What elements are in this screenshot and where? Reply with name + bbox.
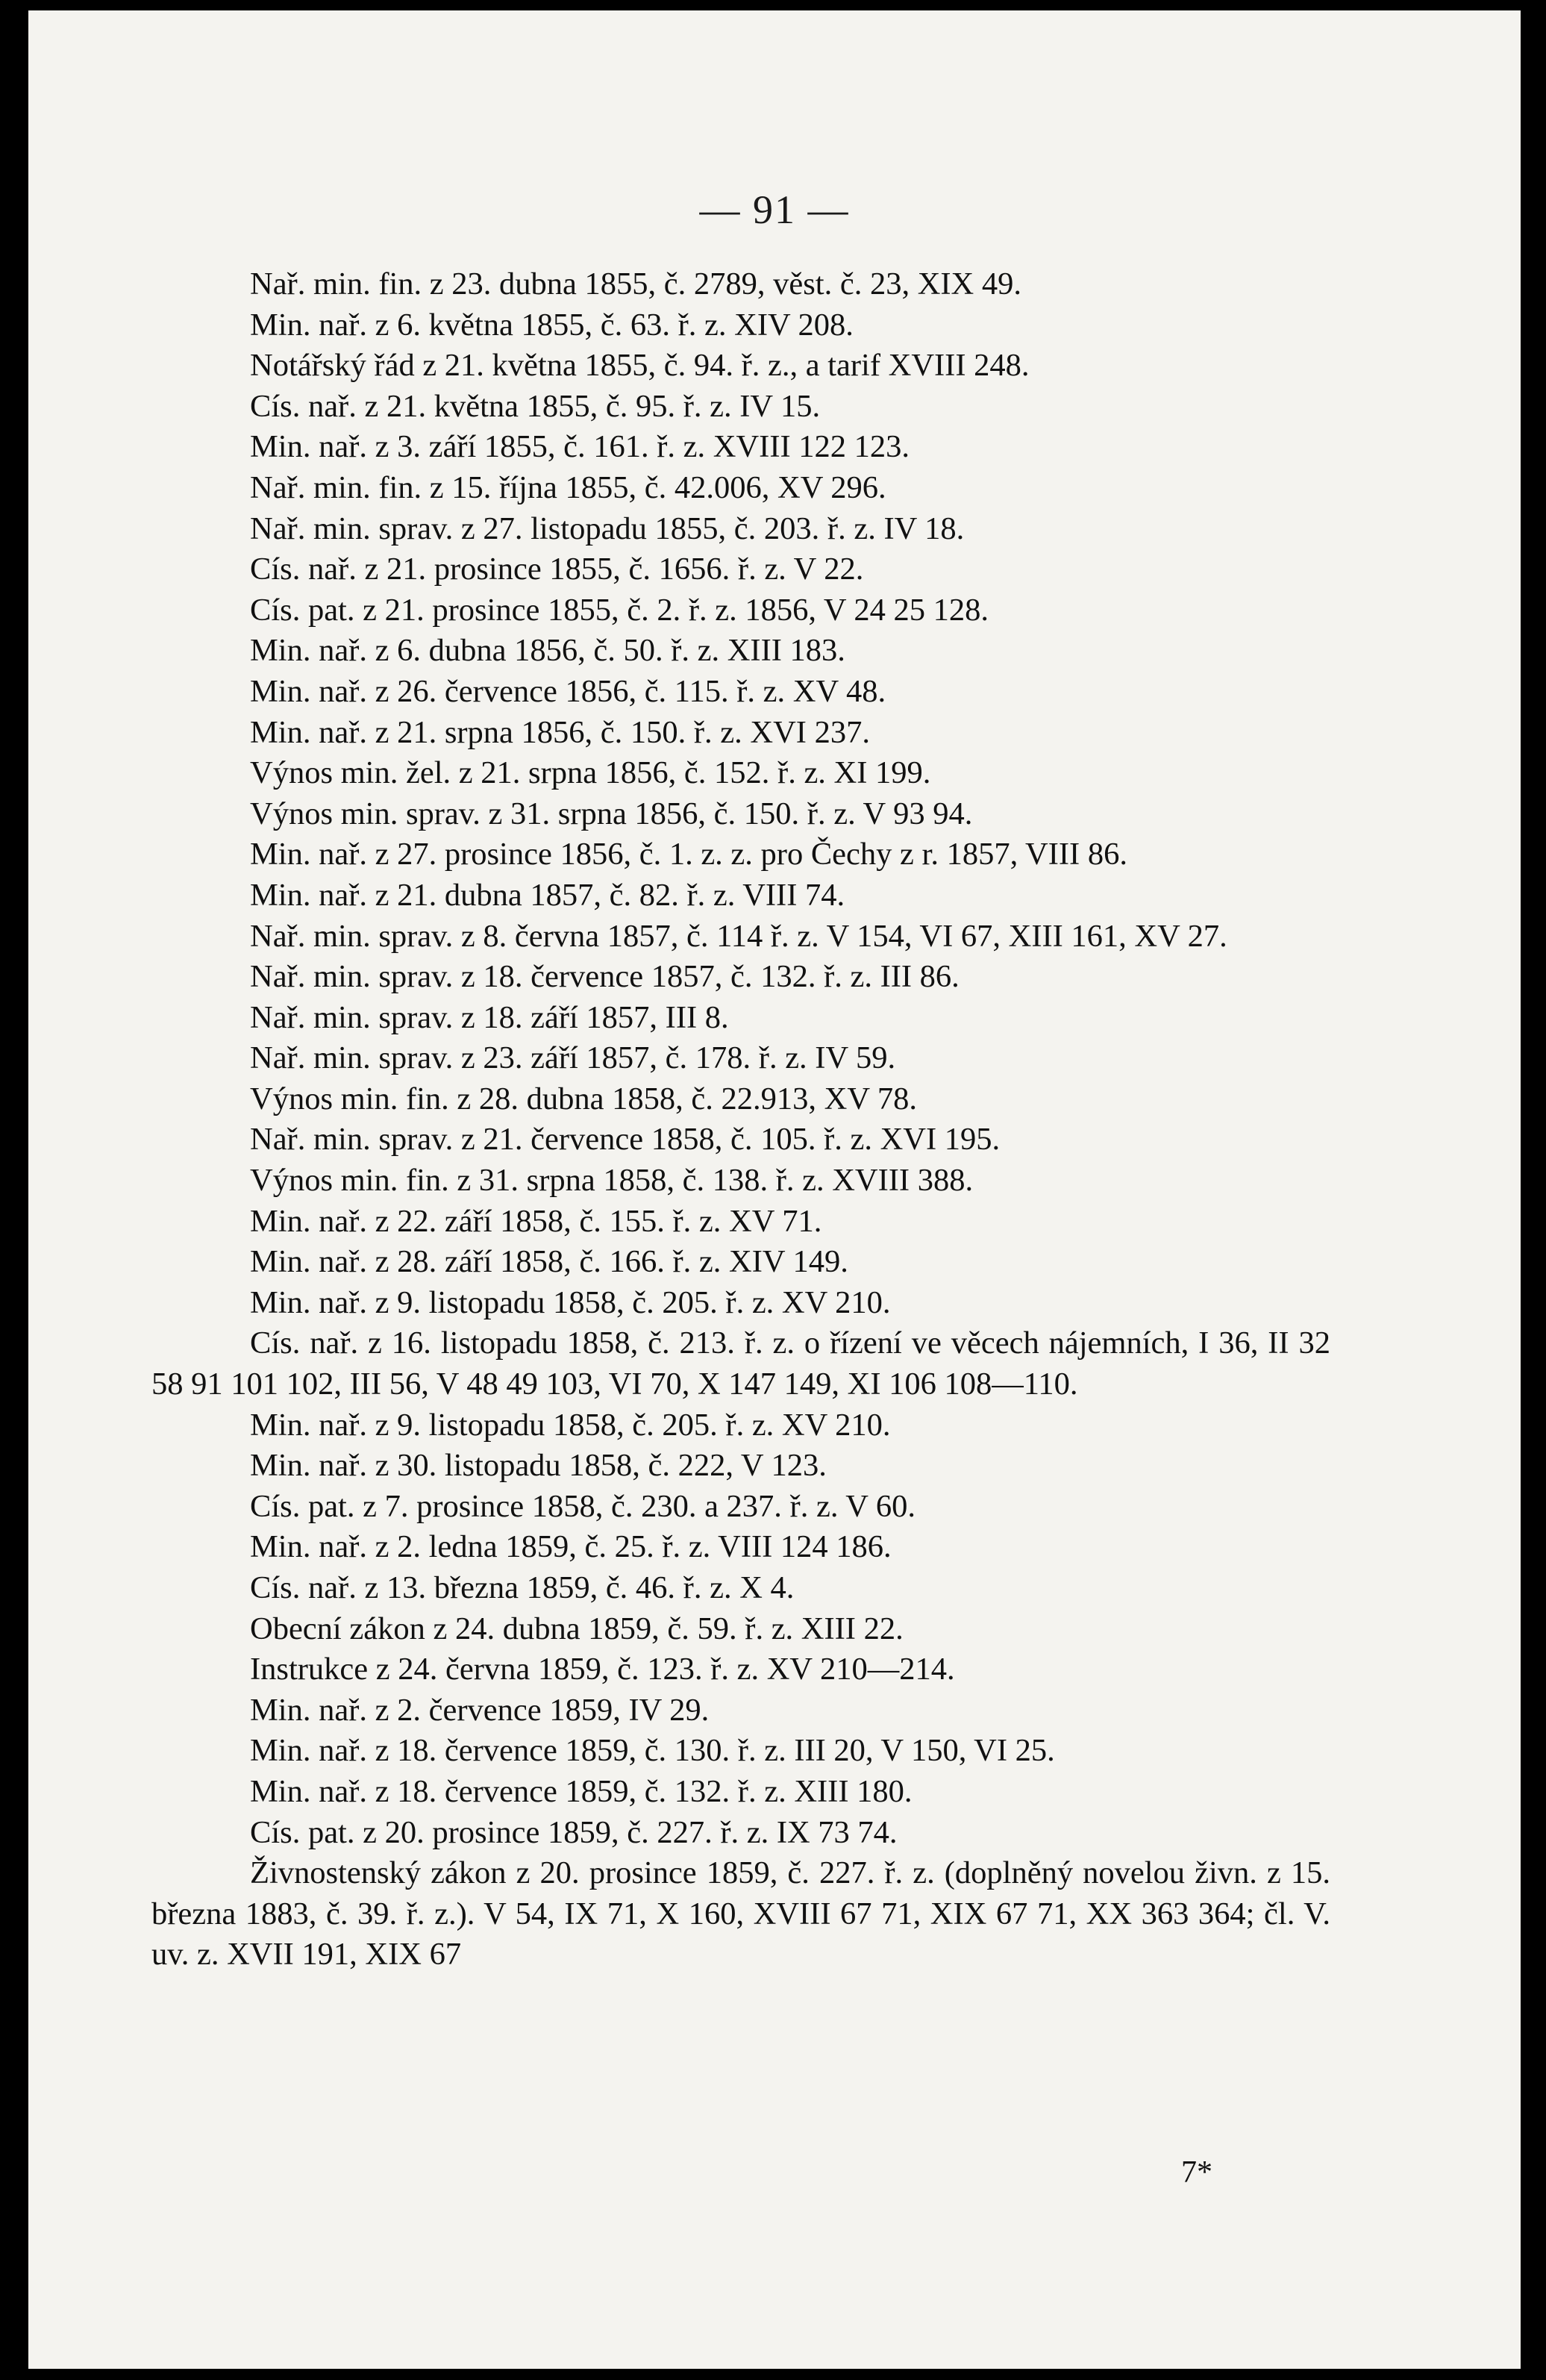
index-entry: Cís. pat. z 21. prosince 1855, č. 2. ř. z. 1856, V 24 25 128.: [250, 592, 989, 628]
index-entry: Min. nař. z 2. ledna 1859, č. 25. ř. z. VIII 124 186.: [250, 1529, 892, 1565]
index-entry: Min. nař. z 2. července 1859, IV 29.: [250, 1692, 710, 1728]
index-entry: Min. nař. z 30. listopadu 1858, č. 222, V 123.: [250, 1448, 827, 1484]
index-entry: Cís. pat. z 7. prosince 1858, č. 230. a 237. ř. z. V 60.: [250, 1488, 916, 1524]
index-entry: Nař. min. fin. z 15. října 1855, č. 42.006, XV 296.: [250, 469, 886, 505]
index-entry: Min. nař. z 9. listopadu 1858, č. 205. ř. z. XV 210.: [250, 1407, 891, 1443]
index-entry: Cís. nař. z 13. března 1859, č. 46. ř. z. X 4.: [250, 1570, 795, 1605]
index-entry: Výnos min. fin. z 31. srpna 1858, č. 138. ř. z. XVIII 388.: [250, 1163, 974, 1199]
index-entry: Výnos min. žel. z 21. srpna 1856, č. 152. ř. z. XI 199.: [250, 755, 931, 791]
index-entry: Min. nař. z 6. dubna 1856, č. 50. ř. z. XIII 183.: [250, 633, 845, 669]
index-entry: Cís. nař. z 21. prosince 1855, č. 1656. ř. z. V 22.: [250, 552, 864, 587]
index-entry: Min. nař. z 27. prosince 1856, č. 1. z. z. pro Čechy z r. 1857, VIII 86.: [250, 837, 1127, 872]
index-entry: Nař. min. sprav. z 21. července 1858, č. 105. ř. z. XVI 195.: [250, 1122, 1001, 1158]
index-entry: Nař. min. sprav. z 18. července 1857, č. 132. ř. z. III 86.: [250, 959, 960, 995]
index-entry: Min. nař. z 21. srpna 1856, č. 150. ř. z. XVI 237.: [250, 714, 870, 750]
index-entry: Nař. min. sprav. z 23. září 1857, č. 178. ř. z. IV 59.: [250, 1040, 896, 1076]
index-entry: Cís. nař. z 16. listopadu 1858, č. 213. ř. z. o řízení ve věcech nájemních, I 36, II 32 58 91 101 102, III 56, V 48 49 103, VI 70, X 147 149, XI 106 108—110.: [151, 1325, 1330, 1402]
index-entry: Min. nař. z 18. července 1859, č. 130. ř. z. III 20, V 150, VI 25.: [250, 1733, 1055, 1769]
document-page: [28, 10, 1521, 2369]
index-entry: Obecní zákon z 24. dubna 1859, č. 59. ř. z. XIII 22.: [250, 1611, 904, 1646]
index-entry: Výnos min. sprav. z 31. srpna 1856, č. 150. ř. z. V 93 94.: [250, 796, 973, 831]
entry-list: [151, 264, 1330, 1975]
index-entry: Notářský řád z 21. května 1855, č. 94. ř. z., a tarif XVIII 248.: [250, 348, 1030, 384]
index-entry: Min. nař. z 3. září 1855, č. 161. ř. z. XVIII 122 123.: [250, 429, 910, 465]
index-entry: Min. nař. z 21. dubna 1857, č. 82. ř. z. VIII 74.: [250, 877, 845, 913]
index-entry: Min. nař. z 6. května 1855, č. 63. ř. z. XIV 208.: [250, 307, 854, 343]
index-entry: Nař. min. sprav. z 27. listopadu 1855, č. 203. ř. z. IV 18.: [250, 510, 965, 546]
index-entry: Cís. pat. z 20. prosince 1859, č. 227. ř. z. IX 73 74.: [250, 1814, 898, 1850]
index-entry: Min. nař. z 28. září 1858, č. 166. ř. z. XIV 149.: [250, 1244, 848, 1280]
index-entry: Min. nař. z 18. července 1859, č. 132. ř. z. XIII 180.: [250, 1773, 913, 1809]
page-number: — 91 —: [699, 187, 850, 232]
index-entry: Min. nař. z 22. září 1858, č. 155. ř. z. XV 71.: [250, 1203, 822, 1239]
index-entry: Výnos min. fin. z 28. dubna 1858, č. 22.913, XV 78.: [250, 1081, 918, 1116]
index-entry: Nař. min. sprav. z 18. září 1857, III 8.: [250, 999, 729, 1035]
index-entry: Nař. min. fin. z 23. dubna 1855, č. 2789, věst. č. 23, XIX 49.: [250, 266, 1021, 302]
index-entry: Min. nař. z 9. listopadu 1858, č. 205. ř. z. XV 210.: [250, 1284, 891, 1320]
index-entry: Cís. nař. z 21. května 1855, č. 95. ř. z. IV 15.: [250, 388, 821, 424]
index-entry: Živnostenský zákon z 20. prosince 1859, č. 227. ř. z. (doplněný novelou živn. z 15. března 1883, č. 39. ř. z.). V 54, IX 71, X 160, XVIII 67 71, XIX 67 71, XX 363 364; čl. V. uv. z. XVII 191, XIX 67: [151, 1855, 1330, 1973]
signature-mark: 7*: [1181, 2155, 1212, 2190]
index-entry: Instrukce z 24. června 1859, č. 123. ř. z. XV 210—214.: [250, 1652, 955, 1687]
index-entry: Min. nař. z 26. července 1856, č. 115. ř. z. XV 48.: [250, 673, 886, 709]
index-entry: Nař. min. sprav. z 8. června 1857, č. 114 ř. z. V 154, VI 67, XIII 161, XV 27.: [250, 918, 1227, 954]
